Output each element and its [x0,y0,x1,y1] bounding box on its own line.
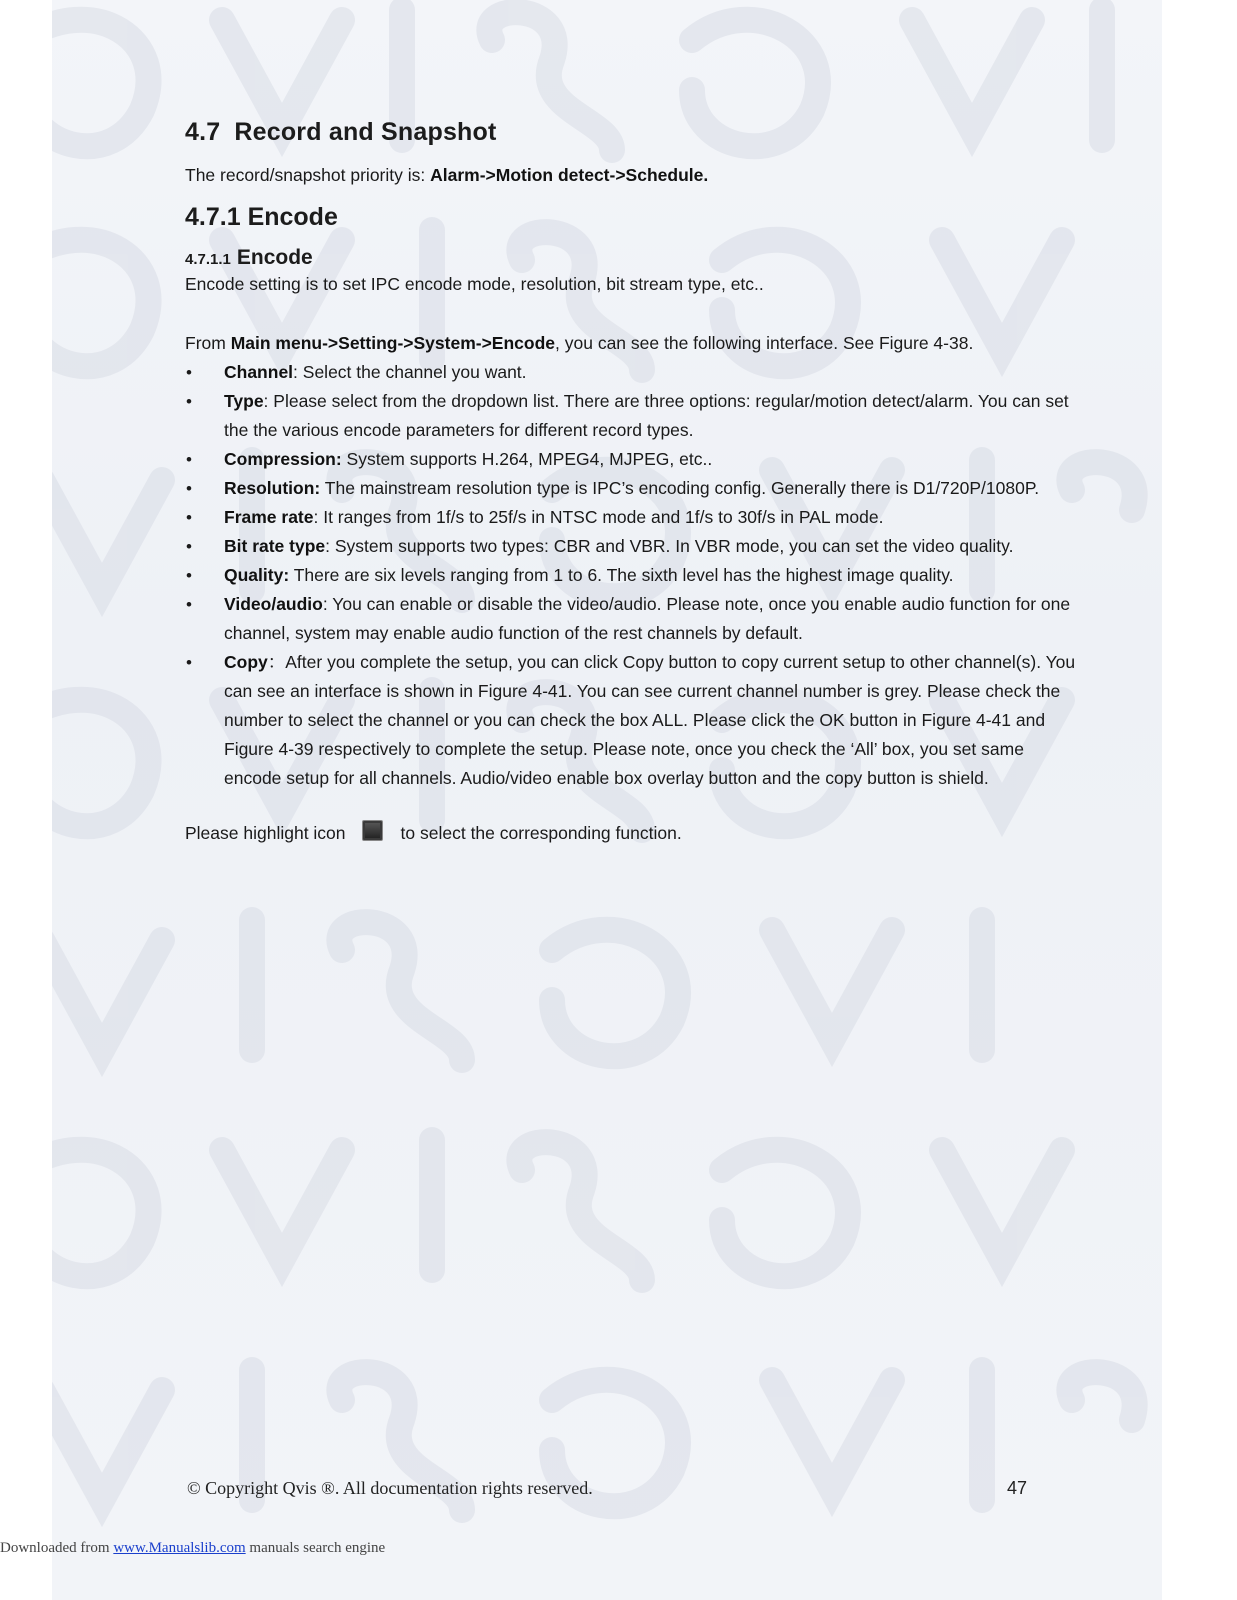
bullet-dot: • [186,508,192,527]
highlight-after: to select the corresponding function. [400,823,682,843]
bullet-term: Copy [224,652,268,672]
bullet-dot: • [186,363,192,382]
bullet-term: Bit rate type [224,536,326,556]
intro-paragraph: Encode setting is to set IPC encode mode, resolution, bit stream type, etc.. [185,274,764,294]
bullet-term: Channel [224,362,294,382]
highlight-instruction [185,819,1085,848]
bullet-item [185,474,1085,503]
menu-path: Main menu->Setting->System->Encode [230,333,556,353]
bullet-term: Quality: [224,565,290,585]
highlight-before: Please highlight icon [185,823,346,843]
menu-path-paragraph [185,329,1085,358]
bullet-text: : Select the channel you want. [293,362,527,382]
bullet-term: Frame rate [224,507,314,527]
subsubsection-title: Encode [236,246,313,269]
bullet-item [185,561,1085,590]
bullet-item [185,445,1085,474]
page-content [185,118,1085,848]
bullet-dot: • [186,595,192,614]
subsubsection-number: 4.7.1.1 [185,251,231,268]
bullet-text: : System supports two types: CBR and VBR. In VBR mode, you can set the video quality. [325,536,1014,556]
bullet-text: The mainstream resolution type is IPC’s encoding config. Generally there is D1/720P/1080P. [320,478,1040,498]
priority-prefix: The record/snapshot priority is: [185,165,431,185]
section-title: Record and Snapshot [234,118,497,146]
section-number: 4.7 [185,118,221,146]
path-prefix: From [185,333,231,353]
subsection-number: 4.7.1 [185,203,241,231]
page-number: 47 [1006,1478,1027,1498]
bullet-text: : It ranges from 1f/s to 25f/s in NTSC mode and 1f/s to 30f/s in PAL mode. [313,507,884,527]
parameter-bullet-list [185,358,1085,793]
subsection-heading [185,203,1085,232]
bullet-item [185,648,1085,793]
bullet-dot: • [186,537,192,556]
bullet-dot: • [186,653,192,672]
download-suffix: manuals search engine [245,1540,386,1556]
path-suffix: , you can see the following interface. See Figure 4-38. [555,333,974,353]
bullet-term: Resolution: [224,478,321,498]
bullet-term: Compression: [224,449,342,469]
bullet-dot: • [186,392,192,411]
bullet-item [185,387,1085,445]
document-page [52,0,1162,1600]
page-footer [187,1478,1027,1499]
bullet-dot: • [186,566,192,585]
bullet-item [185,532,1085,561]
bullet-dot: • [186,450,192,469]
subsection-title: Encode [247,203,338,231]
manualslib-link[interactable]: www.Manualslib.com [113,1540,246,1556]
bullet-dot: • [186,479,192,498]
bullet-text: There are six levels ranging from 1 to 6. The sixth level has the highest image quality. [289,565,954,585]
priority-value: Alarm->Motion detect->Schedule. [430,165,709,185]
section-heading [185,118,1085,147]
bullet-item [185,503,1085,532]
bullet-term: Video/audio [224,594,323,614]
download-source-line [0,1540,385,1557]
bullet-term: Type [224,391,264,411]
bullet-text: ：After you complete the setup, you can click Copy button to copy current setup to other channel(s). You can see an interface is shown in Figure 4-41. You can see current channel number is grey. Please check the number to select the channel or you can check the box ALL. Please click the OK button in Figure 4-41 and Figure 4-39 respectively to complete the setup. Please note, once you check the ‘All’ box, you set same encode setup for all channels. Audio/video enable box overlay button and the copy button is shield. [224,652,1076,788]
bullet-item [185,590,1085,648]
copyright-text: © Copyright Qvis ®. All documentation rights reserved. [187,1478,593,1498]
bullet-text: System supports H.264, MPEG4, MJPEG, etc.. [341,449,713,469]
bullet-item [185,358,1085,387]
bullet-text: : You can enable or disable the video/audio. Please note, once you enable audio function for one channel, system may enable audio function of the rest channels by default. [224,594,1071,643]
square-select-icon [362,820,383,841]
subsubsection-heading [185,246,1085,270]
bullet-text: : Please select from the dropdown list. There are three options: regular/motion detect/alarm. You can set the the various encode parameters for different record types. [224,391,1069,440]
priority-line [185,163,1085,187]
download-prefix: Downloaded from [0,1540,114,1556]
